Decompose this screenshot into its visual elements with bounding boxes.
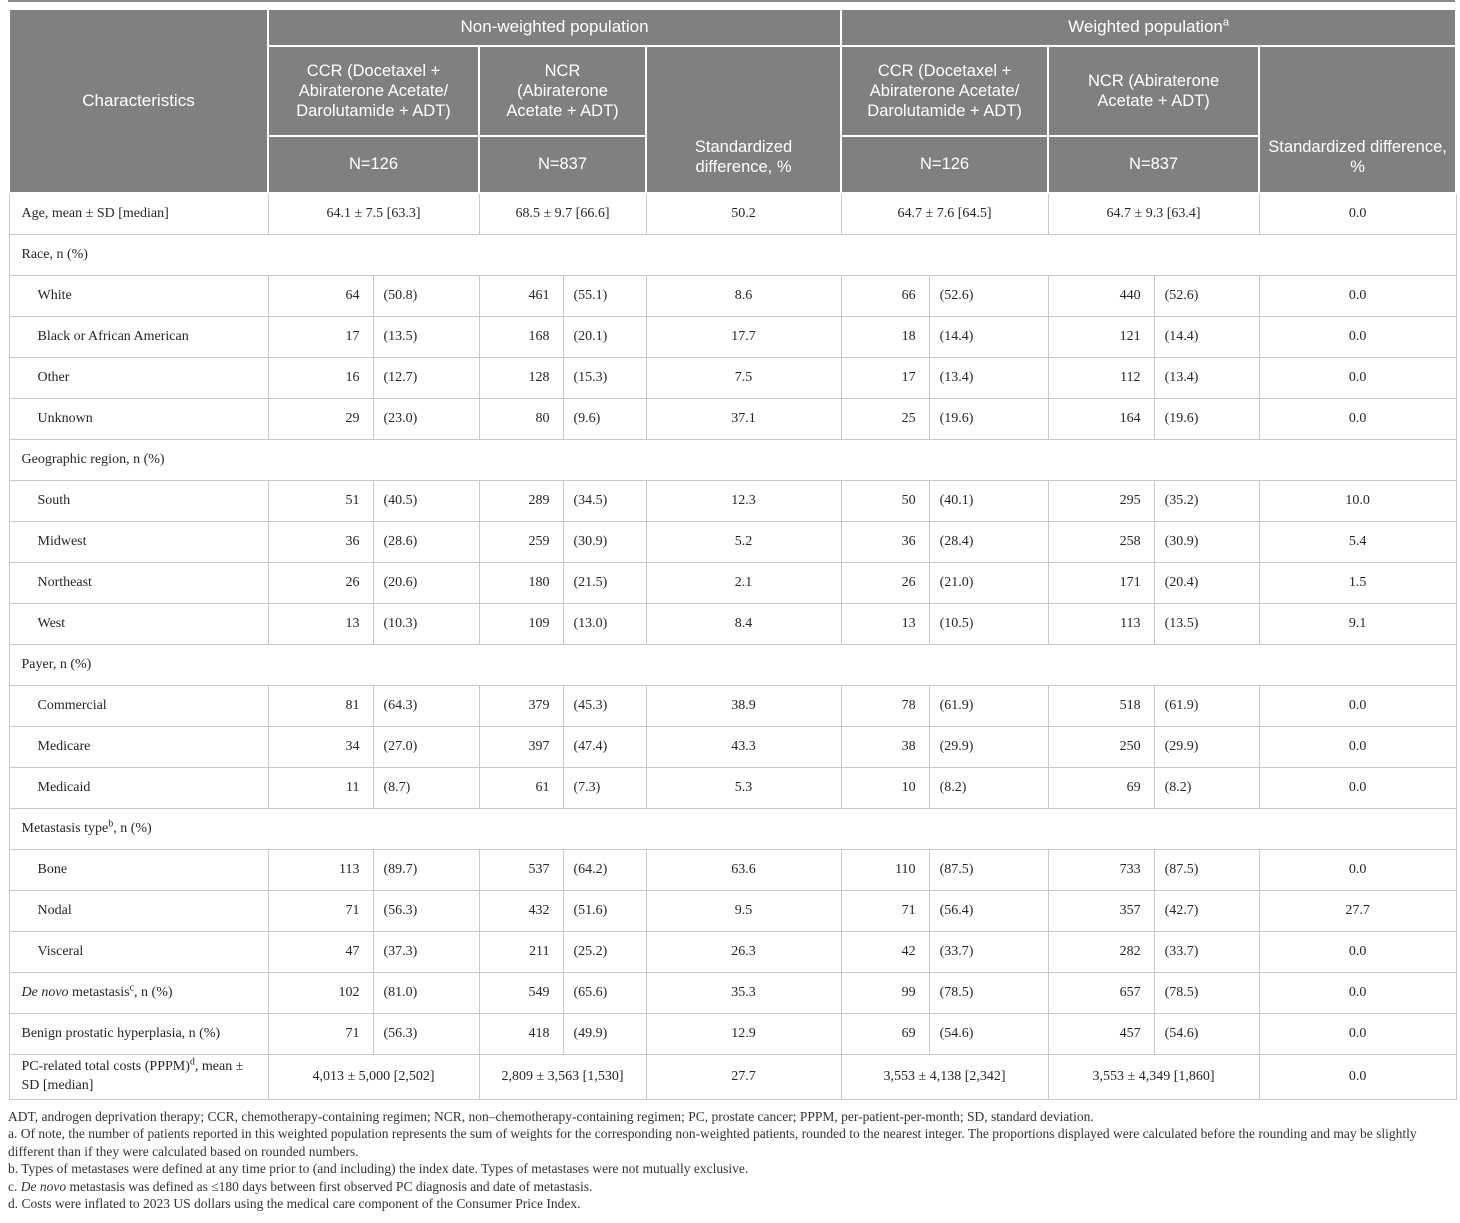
col-ccr-nonweighted-header: CCR (Docetaxel + Abiraterone Acetate/ Darolutamide + ADT) (268, 46, 479, 136)
cell-percent: (8.2) (1154, 768, 1259, 809)
text-segment: c. (8, 1178, 21, 1194)
text-segment: a. Of note, the number of patients reported in this weighted population represents the sum of weights for the corresponding non-weighted patients, rounded to the nearest integer. The proportions displayed were calculated before the rounding and may be slightly different than if they were calculated based on rounded numbers. (8, 1126, 1417, 1159)
cell-std-diff: 35.3 (646, 973, 841, 1014)
cell-count: 47 (268, 932, 373, 973)
cell-percent: (12.7) (373, 358, 479, 399)
text-segment: Age, mean ± SD [median] (21, 205, 169, 221)
cell-count: 537 (479, 850, 563, 891)
cell-percent: (28.6) (373, 522, 479, 563)
cell-std-diff: 0.0 (1259, 727, 1456, 768)
n-ncr-weighted: N=837 (1048, 136, 1259, 193)
cell-percent: (78.5) (929, 973, 1048, 1014)
cell-percent: (33.7) (1154, 932, 1259, 973)
row-label (9, 973, 268, 1014)
cell-percent: (10.3) (373, 604, 479, 645)
table-row (9, 686, 1456, 727)
cell-percent: (29.9) (929, 727, 1048, 768)
row-label (9, 768, 268, 809)
row-label (9, 317, 268, 358)
group-nonweighted-label: Non-weighted population (460, 17, 649, 37)
cell-percent: (50.8) (373, 276, 479, 317)
row-label (9, 604, 268, 645)
table-row (9, 768, 1456, 809)
cell-percent: (54.6) (1154, 1014, 1259, 1055)
text-segment: Other (37, 369, 70, 385)
cell-count: 99 (841, 973, 929, 1014)
cell-percent: (81.0) (373, 973, 479, 1014)
cell-count: 25 (841, 399, 929, 440)
row-label (9, 727, 268, 768)
table-row (9, 1055, 1456, 1100)
table-row (9, 193, 1456, 235)
row-label (9, 358, 268, 399)
cell-std-diff: 7.5 (646, 358, 841, 399)
cell-count: 432 (479, 891, 563, 932)
cell-count: 121 (1048, 317, 1154, 358)
footnote-line (8, 1178, 1455, 1196)
row-label (9, 399, 268, 440)
table-header (9, 9, 1456, 193)
cell-std-diff: 1.5 (1259, 563, 1456, 604)
cell-count: 113 (1048, 604, 1154, 645)
cell-count: 289 (479, 481, 563, 522)
cell-percent: (47.4) (563, 727, 646, 768)
row-label (9, 522, 268, 563)
row-label (9, 932, 268, 973)
cell-count: 357 (1048, 891, 1154, 932)
row-label (9, 1014, 268, 1055)
cell-std-diff: 0.0 (1259, 973, 1456, 1014)
cell-count: 36 (841, 522, 929, 563)
footnote-line (8, 1125, 1455, 1160)
cell-count: 110 (841, 850, 929, 891)
cell-count: 34 (268, 727, 373, 768)
cell-percent: (13.0) (563, 604, 646, 645)
cell-count: 518 (1048, 686, 1154, 727)
cell-percent: (13.4) (1154, 358, 1259, 399)
cell-count: 16 (268, 358, 373, 399)
col-ncr-nonweighted-header: NCR (Abiraterone Acetate + ADT) (479, 46, 646, 136)
cell-std-diff: 10.0 (1259, 481, 1456, 522)
cell-percent: (19.6) (929, 399, 1048, 440)
cell-count: 657 (1048, 973, 1154, 1014)
cell-percent: (34.5) (563, 481, 646, 522)
cell-percent: (9.6) (563, 399, 646, 440)
top-rule (8, 0, 1455, 2)
text-segment: metastasis (68, 984, 130, 1000)
cell-std-diff: 27.7 (1259, 891, 1456, 932)
cell-count: 50 (841, 481, 929, 522)
cell-count: 66 (841, 276, 929, 317)
footnote-line (8, 1160, 1455, 1178)
cell-count: 282 (1048, 932, 1154, 973)
cell-percent: (21.0) (929, 563, 1048, 604)
cell-std-diff: 8.6 (646, 276, 841, 317)
table-row (9, 727, 1456, 768)
row-label (9, 686, 268, 727)
group-weighted-header (841, 9, 1456, 46)
section-label (9, 809, 1456, 850)
cell-count: 461 (479, 276, 563, 317)
text-segment: Bone (37, 861, 68, 877)
text-segment: Commercial (37, 697, 107, 713)
cell-std-diff: 12.9 (646, 1014, 841, 1055)
cell-std-diff: 5.4 (1259, 522, 1456, 563)
cell-count: 38 (841, 727, 929, 768)
text-segment: metastasis was defined as ≤180 days between first observed PC diagnosis and date of metastasis. (66, 1178, 593, 1194)
table-row (9, 276, 1456, 317)
cell-percent: (89.7) (373, 850, 479, 891)
cell-percent: (61.9) (929, 686, 1048, 727)
cell-stat-value: 3,553 ± 4,349 [1,860] (1048, 1055, 1259, 1100)
cell-percent: (56.4) (929, 891, 1048, 932)
cell-percent: (20.1) (563, 317, 646, 358)
cell-count: 13 (268, 604, 373, 645)
text-segment: Race, n (%) (21, 247, 88, 262)
section-row (9, 235, 1456, 276)
text-segment: South (37, 492, 71, 508)
cell-count: 11 (268, 768, 373, 809)
cell-std-diff: 27.7 (646, 1055, 841, 1100)
cell-percent: (56.3) (373, 1014, 479, 1055)
section-label (9, 235, 1456, 276)
cell-count: 29 (268, 399, 373, 440)
text-segment: d. Costs were inflated to 2023 US dollars using the medical care component of the Consumer Price Index. (8, 1196, 581, 1212)
cell-count: 18 (841, 317, 929, 358)
text-segment: Medicaid (37, 779, 91, 795)
cell-count: 71 (268, 891, 373, 932)
cell-percent: (87.5) (929, 850, 1048, 891)
cell-percent: (78.5) (1154, 973, 1259, 1014)
table-row (9, 850, 1456, 891)
cell-std-diff: 0.0 (1259, 850, 1456, 891)
cell-count: 61 (479, 768, 563, 809)
cell-count: 17 (841, 358, 929, 399)
group-weighted-sup: a (1222, 16, 1229, 29)
cell-stat-value: 68.5 ± 9.7 [66.6] (479, 193, 646, 235)
text-segment: Nodal (37, 902, 72, 918)
cell-count: 549 (479, 973, 563, 1014)
section-row (9, 809, 1456, 850)
text-segment: Payer, n (%) (21, 657, 92, 672)
row-label (9, 481, 268, 522)
characteristics-header: Characteristics (9, 9, 268, 193)
cell-std-diff: 0.0 (1259, 276, 1456, 317)
cell-percent: (55.1) (563, 276, 646, 317)
footnotes (8, 1108, 1455, 1213)
cell-std-diff: 0.0 (1259, 399, 1456, 440)
italic-text: De novo (21, 984, 69, 1000)
superscript-marker: b (108, 818, 114, 830)
cell-percent: (52.6) (929, 276, 1048, 317)
cell-percent: (10.5) (929, 604, 1048, 645)
cell-count: 71 (841, 891, 929, 932)
cell-std-diff: 37.1 (646, 399, 841, 440)
cell-std-diff: 0.0 (1259, 358, 1456, 399)
table-row (9, 604, 1456, 645)
text-segment: White (37, 287, 72, 303)
cell-percent: (49.9) (563, 1014, 646, 1055)
cell-stat-value: 64.7 ± 7.6 [64.5] (841, 193, 1048, 235)
cell-percent: (8.2) (929, 768, 1048, 809)
cell-count: 180 (479, 563, 563, 604)
cell-percent: (30.9) (563, 522, 646, 563)
cell-percent: (33.7) (929, 932, 1048, 973)
cell-std-diff: 26.3 (646, 932, 841, 973)
cell-std-diff: 12.3 (646, 481, 841, 522)
cell-percent: (14.4) (929, 317, 1048, 358)
cell-count: 113 (268, 850, 373, 891)
text-segment: Black or African American (37, 328, 189, 344)
cell-count: 109 (479, 604, 563, 645)
cell-std-diff: 0.0 (1259, 193, 1456, 235)
cell-stat-value: 4,013 ± 5,000 [2,502] (268, 1055, 479, 1100)
section-label (9, 440, 1456, 481)
cell-percent: (61.9) (1154, 686, 1259, 727)
table-body (9, 193, 1456, 1099)
cell-std-diff: 0.0 (1259, 686, 1456, 727)
cell-percent: (23.0) (373, 399, 479, 440)
col-std-nonweighted-header: Standardized difference, % (646, 46, 841, 193)
cell-count: 112 (1048, 358, 1154, 399)
cell-std-diff: 43.3 (646, 727, 841, 768)
cell-count: 69 (1048, 768, 1154, 809)
cell-percent: (30.9) (1154, 522, 1259, 563)
cell-percent: (65.6) (563, 973, 646, 1014)
table-row (9, 891, 1456, 932)
cell-percent: (13.5) (373, 317, 479, 358)
col-ccr-weighted-header: CCR (Docetaxel + Abiraterone Acetate/ Darolutamide + ADT) (841, 46, 1048, 136)
cell-count: 259 (479, 522, 563, 563)
text-segment: Benign prostatic hyperplasia, n (%) (21, 1025, 221, 1041)
cell-percent: (28.4) (929, 522, 1048, 563)
cell-count: 80 (479, 399, 563, 440)
cell-std-diff: 0.0 (1259, 1014, 1456, 1055)
text-segment: , n (%) (134, 984, 173, 1000)
cell-percent: (13.5) (1154, 604, 1259, 645)
row-label (9, 193, 268, 235)
text-segment: Metastasis type (21, 821, 109, 836)
col-std-weighted-header: Standardized difference, % (1259, 46, 1456, 193)
text-segment: , mean ± SD [median] (21, 1059, 244, 1093)
superscript-marker: c (129, 981, 135, 993)
row-label (9, 850, 268, 891)
text-segment: ADT, androgen deprivation therapy; CCR, chemotherapy-containing regimen; NCR, non–chemotherapy-containing regimen; PC, prostate cancer; PPPM, per-patient-per-month; SD, standard deviation. (8, 1108, 1094, 1124)
cell-count: 10 (841, 768, 929, 809)
cell-std-diff: 0.0 (1259, 317, 1456, 358)
table-row (9, 522, 1456, 563)
section-row (9, 645, 1456, 686)
table-row (9, 563, 1456, 604)
cell-percent: (29.9) (1154, 727, 1259, 768)
text-segment: Midwest (37, 533, 87, 549)
cell-count: 71 (268, 1014, 373, 1055)
cell-count: 36 (268, 522, 373, 563)
table-row (9, 358, 1456, 399)
cell-count: 17 (268, 317, 373, 358)
n-ccr-weighted: N=126 (841, 136, 1048, 193)
cell-percent: (13.4) (929, 358, 1048, 399)
footnote-line (8, 1195, 1455, 1213)
cell-count: 171 (1048, 563, 1154, 604)
cell-count: 13 (841, 604, 929, 645)
text-segment: Unknown (37, 410, 93, 426)
header-group-row (9, 9, 1456, 46)
cell-count: 26 (268, 563, 373, 604)
section-row (9, 440, 1456, 481)
cell-percent: (40.1) (929, 481, 1048, 522)
cell-count: 258 (1048, 522, 1154, 563)
cell-std-diff: 63.6 (646, 850, 841, 891)
cell-percent: (40.5) (373, 481, 479, 522)
cell-std-diff: 0.0 (1259, 932, 1456, 973)
text-segment: Geographic region, n (%) (21, 452, 165, 467)
table-row (9, 1014, 1456, 1055)
cell-std-diff: 9.5 (646, 891, 841, 932)
cell-percent: (45.3) (563, 686, 646, 727)
col-ncr-weighted-header: NCR (Abiraterone Acetate + ADT) (1048, 46, 1259, 136)
cell-percent: (8.7) (373, 768, 479, 809)
text-segment: Visceral (37, 943, 84, 959)
cell-count: 211 (479, 932, 563, 973)
text-segment: Medicare (37, 738, 91, 754)
cell-percent: (20.4) (1154, 563, 1259, 604)
cell-std-diff: 0.0 (1259, 1055, 1456, 1100)
cell-percent: (21.5) (563, 563, 646, 604)
cell-count: 457 (1048, 1014, 1154, 1055)
cell-percent: (25.2) (563, 932, 646, 973)
cell-std-diff: 5.3 (646, 768, 841, 809)
cell-std-diff: 5.2 (646, 522, 841, 563)
cell-count: 64 (268, 276, 373, 317)
cell-std-diff: 50.2 (646, 193, 841, 235)
table-row (9, 932, 1456, 973)
cell-std-diff: 8.4 (646, 604, 841, 645)
cell-count: 733 (1048, 850, 1154, 891)
cell-count: 168 (479, 317, 563, 358)
cell-percent: (15.3) (563, 358, 646, 399)
cell-percent: (52.6) (1154, 276, 1259, 317)
table-row (9, 481, 1456, 522)
cell-percent: (27.0) (373, 727, 479, 768)
cell-stat-value: 64.1 ± 7.5 [63.3] (268, 193, 479, 235)
n-ccr-nonweighted: N=126 (268, 136, 479, 193)
cell-std-diff: 17.7 (646, 317, 841, 358)
cell-count: 78 (841, 686, 929, 727)
cell-count: 164 (1048, 399, 1154, 440)
group-nonweighted-header (268, 9, 841, 46)
row-label (9, 1055, 268, 1100)
n-ncr-nonweighted: N=837 (479, 136, 646, 193)
row-label (9, 891, 268, 932)
table-row (9, 973, 1456, 1014)
text-segment: West (37, 615, 66, 631)
cell-count: 250 (1048, 727, 1154, 768)
footnote-line (8, 1108, 1455, 1126)
characteristics-table (8, 8, 1457, 1100)
cell-percent: (64.3) (373, 686, 479, 727)
cell-count: 42 (841, 932, 929, 973)
cell-std-diff: 0.0 (1259, 768, 1456, 809)
cell-stat-value: 2,809 ± 3,563 [1,530] (479, 1055, 646, 1100)
group-weighted-label: Weighted population (1068, 17, 1223, 37)
cell-stat-value: 3,553 ± 4,138 [2,342] (841, 1055, 1048, 1100)
cell-percent: (42.7) (1154, 891, 1259, 932)
cell-count: 379 (479, 686, 563, 727)
cell-count: 102 (268, 973, 373, 1014)
cell-count: 418 (479, 1014, 563, 1055)
section-label (9, 645, 1456, 686)
cell-percent: (20.6) (373, 563, 479, 604)
cell-percent: (51.6) (563, 891, 646, 932)
cell-std-diff: 9.1 (1259, 604, 1456, 645)
cell-count: 26 (841, 563, 929, 604)
cell-percent: (37.3) (373, 932, 479, 973)
cell-count: 81 (268, 686, 373, 727)
cell-percent: (64.2) (563, 850, 646, 891)
text-segment: , n (%) (113, 821, 152, 836)
cell-std-diff: 2.1 (646, 563, 841, 604)
text-segment: b. Types of metastases were defined at any time prior to (and including) the index date. Types of metastases were not mutually exclusive. (8, 1161, 749, 1177)
cell-percent: (35.2) (1154, 481, 1259, 522)
cell-stat-value: 64.7 ± 9.3 [63.4] (1048, 193, 1259, 235)
cell-percent: (54.6) (929, 1014, 1048, 1055)
cell-count: 51 (268, 481, 373, 522)
cell-count: 295 (1048, 481, 1154, 522)
cell-count: 397 (479, 727, 563, 768)
cell-percent: (14.4) (1154, 317, 1259, 358)
table-row (9, 317, 1456, 358)
text-segment: PC-related total costs (PPPM) (21, 1059, 190, 1074)
cell-count: 440 (1048, 276, 1154, 317)
cell-percent: (87.5) (1154, 850, 1259, 891)
cell-std-diff: 38.9 (646, 686, 841, 727)
row-label (9, 563, 268, 604)
cell-percent: (56.3) (373, 891, 479, 932)
cell-percent: (19.6) (1154, 399, 1259, 440)
cell-percent: (7.3) (563, 768, 646, 809)
italic-text: De novo (20, 1178, 67, 1194)
cell-count: 69 (841, 1014, 929, 1055)
row-label (9, 276, 268, 317)
table-row (9, 399, 1456, 440)
text-segment: Northeast (37, 574, 92, 590)
superscript-marker: d (189, 1056, 195, 1068)
cell-count: 128 (479, 358, 563, 399)
